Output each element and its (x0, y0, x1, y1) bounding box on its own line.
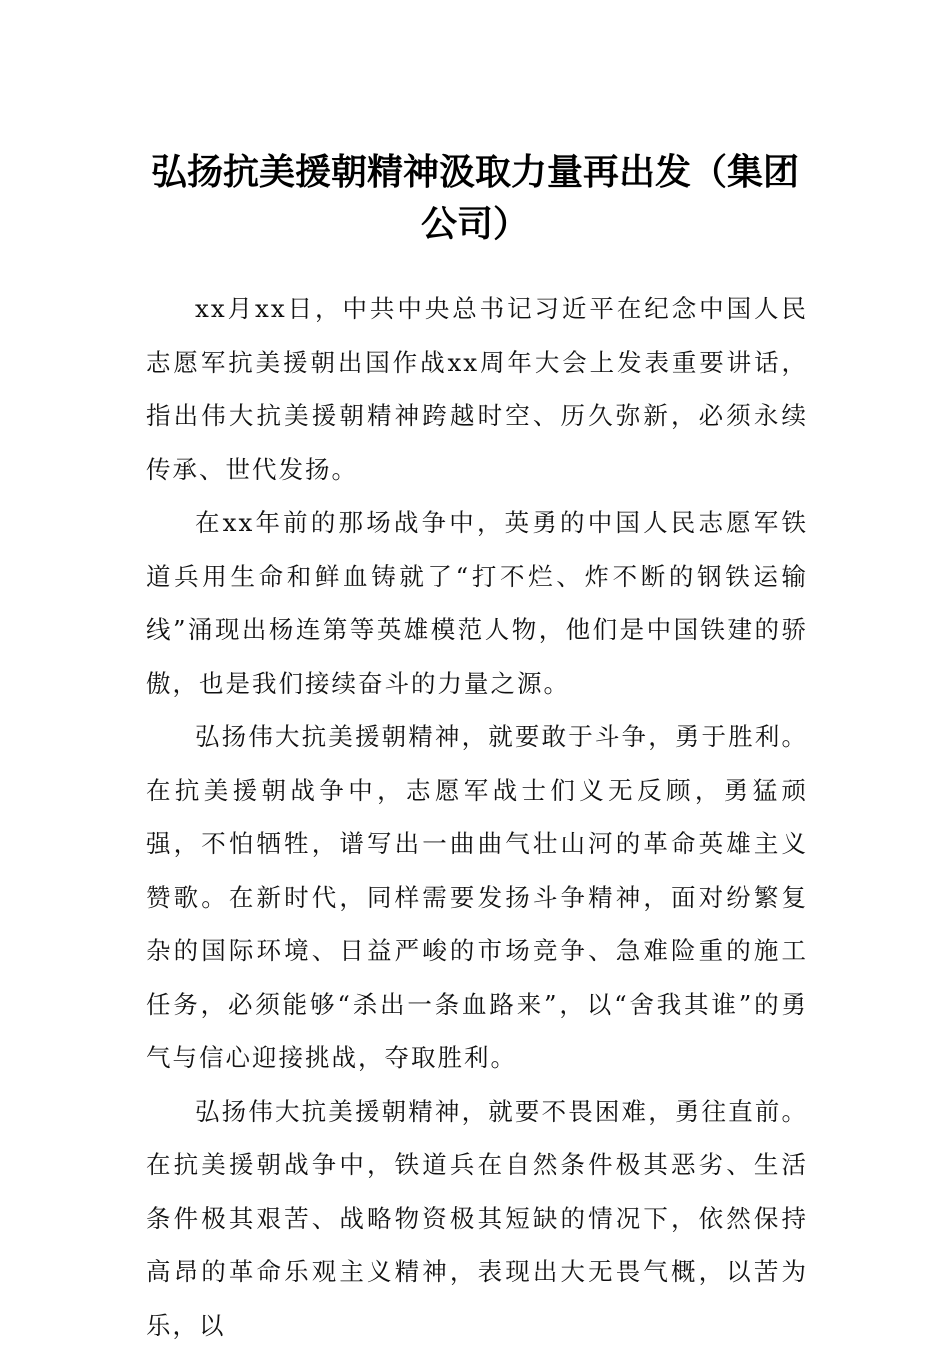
paragraph: 在xx年前的那场战争中，英勇的中国人民志愿军铁道兵用生命和鲜血铸就了“打不烂、炸不断的钢铁运输线”涌现出杨连第等英雄模范人物，他们是中国铁建的骄傲，也是我们接续奋斗的力量之源。 (146, 496, 808, 710)
document-body (146, 282, 808, 1352)
document-title: 弘扬抗美援朝精神汲取力量再出发（集团公司） (140, 146, 810, 250)
paragraph: 弘扬伟大抗美援朝精神，就要不畏困难，勇往直前。在抗美援朝战争中，铁道兵在自然条件极其恶劣、生活条件极其艰苦、战略物资极其短缺的情况下，依然保持高昂的革命乐观主义精神，表现出大无畏气概，以苦为乐，以 (146, 1085, 808, 1352)
paragraph: xx月xx日，中共中央总书记习近平在纪念中国人民志愿军抗美援朝出国作战xx周年大会上发表重要讲话，指出伟大抗美援朝精神跨越时空、历久弥新，必须永续传承、世代发扬。 (146, 282, 808, 496)
paragraph: 弘扬伟大抗美援朝精神，就要敢于斗争，勇于胜利。在抗美援朝战争中，志愿军战士们义无反顾，勇猛顽强，不怕牺牲，谱写出一曲曲气壮山河的革命英雄主义赞歌。在新时代，同样需要发扬斗争精神，面对纷繁复杂的国际环境、日益严峻的市场竞争、急难险重的施工任务，必须能够“杀出一条血路来”，以“舍我其谁”的勇气与信心迎接挑战，夺取胜利。 (146, 710, 808, 1085)
